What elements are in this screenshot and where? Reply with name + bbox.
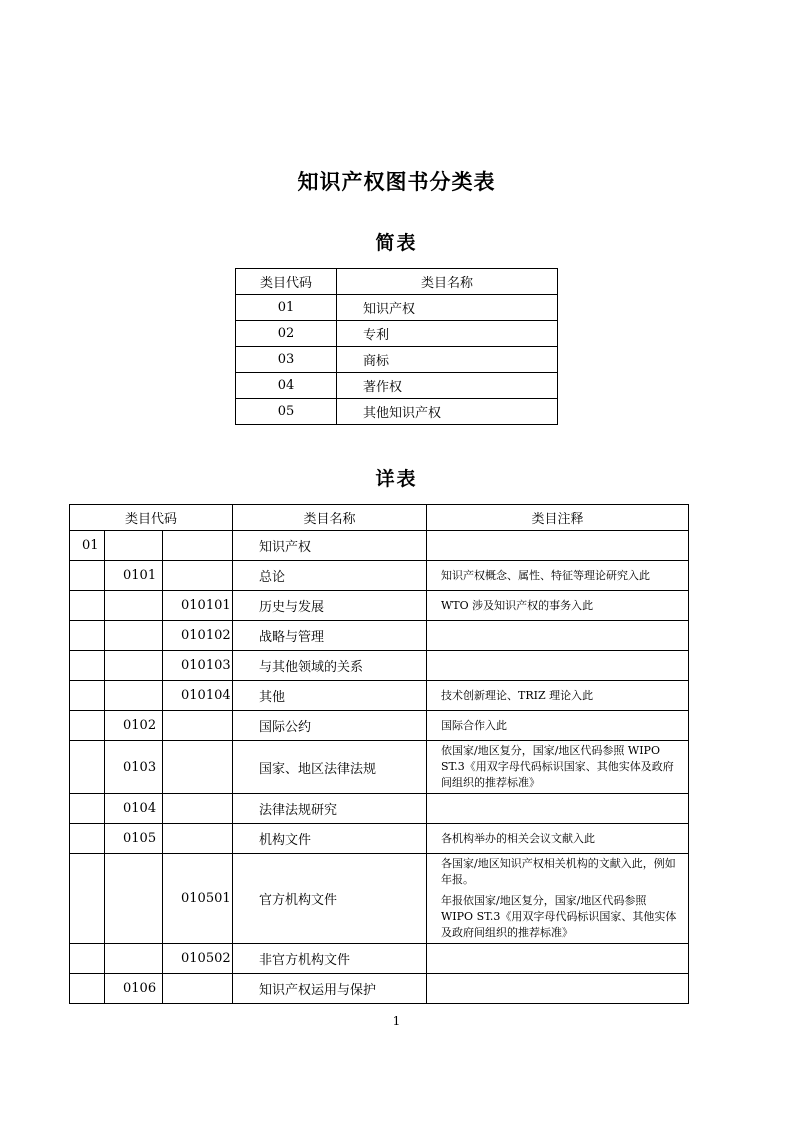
level2-code-cell: [105, 531, 163, 561]
category-name-cell: 官方机构文件: [233, 854, 427, 944]
category-name-cell: 其他: [233, 681, 427, 711]
level3-code-cell: [163, 974, 233, 1004]
detail-table-row: [70, 651, 689, 681]
level1-code-cell: [70, 621, 105, 651]
category-name-cell: 国际公约: [233, 711, 427, 741]
category-note-cell: [427, 651, 689, 681]
brief-header-code: 类目代码: [236, 269, 337, 295]
level1-code-cell: 01: [70, 531, 105, 561]
brief-name-cell: 其他知识产权: [337, 399, 558, 425]
category-name-cell: 国家、地区法律法规: [233, 741, 427, 794]
detail-header-note: 类目注释: [427, 505, 689, 531]
level3-code-cell: [163, 824, 233, 854]
detail-table-row: [70, 944, 689, 974]
level1-code-cell: [70, 794, 105, 824]
category-name-cell: 历史与发展: [233, 591, 427, 621]
category-name-cell: 与其他领域的关系: [233, 651, 427, 681]
detail-table-row: [70, 561, 689, 591]
category-name-cell: 法律法规研究: [233, 794, 427, 824]
note-paragraph: 各机构举办的相关会议文献入此: [441, 831, 595, 845]
level3-code-cell: [163, 561, 233, 591]
category-note-cell: [427, 681, 689, 711]
category-name-cell: 机构文件: [233, 824, 427, 854]
detail-table-heading: 详表: [375, 468, 418, 490]
level2-code-cell: 0103: [105, 741, 163, 794]
category-note-cell: [427, 824, 689, 854]
brief-code-cell: 03: [236, 347, 337, 373]
brief-name-cell: 商标: [337, 347, 558, 373]
detail-table-row: [70, 681, 689, 711]
detail-table-header-row: [70, 505, 689, 531]
level2-code-cell: [105, 854, 163, 944]
brief-table-heading: 简表: [375, 232, 418, 254]
detail-table: [69, 504, 689, 1004]
brief-table-row: [236, 321, 558, 347]
level2-code-cell: [105, 651, 163, 681]
category-note-cell: [427, 741, 689, 794]
level3-code-cell: 010102: [163, 621, 233, 651]
note-paragraph: 各国家/地区知识产权相关机构的文献入此，例如年报。: [441, 857, 676, 886]
brief-code-cell: 02: [236, 321, 337, 347]
level3-code-cell: [163, 794, 233, 824]
level1-code-cell: [70, 651, 105, 681]
category-name-cell: 战略与管理: [233, 621, 427, 651]
level2-code-cell: 0104: [105, 794, 163, 824]
level3-code-cell: 010502: [163, 944, 233, 974]
level3-code-cell: [163, 711, 233, 741]
brief-table-row: [236, 347, 558, 373]
level1-code-cell: [70, 681, 105, 711]
detail-table-row: [70, 621, 689, 651]
detail-table-row: [70, 794, 689, 824]
detail-table-row: [70, 711, 689, 741]
level1-code-cell: [70, 854, 105, 944]
level1-code-cell: [70, 741, 105, 794]
note-paragraph: 国际合作入此: [441, 718, 507, 732]
level3-code-cell: [163, 531, 233, 561]
brief-table-header-row: [236, 269, 558, 295]
category-note-cell: [427, 531, 689, 561]
detail-header-name: 类目名称: [233, 505, 427, 531]
level2-code-cell: [105, 621, 163, 651]
category-note-cell: [427, 944, 689, 974]
brief-code-cell: 01: [236, 295, 337, 321]
brief-name-cell: 知识产权: [337, 295, 558, 321]
brief-name-cell: 专利: [337, 321, 558, 347]
level2-code-cell: [105, 591, 163, 621]
category-note-cell: [427, 794, 689, 824]
brief-code-cell: 05: [236, 399, 337, 425]
level1-code-cell: [70, 591, 105, 621]
detail-table-row: [70, 854, 689, 944]
level2-code-cell: [105, 944, 163, 974]
level2-code-cell: [105, 681, 163, 711]
note-paragraph: 技术创新理论、TRIZ 理论入此: [441, 688, 594, 702]
category-note-cell: [427, 591, 689, 621]
level3-code-cell: 010501: [163, 854, 233, 944]
brief-table-row: [236, 295, 558, 321]
level3-code-cell: [163, 741, 233, 794]
detail-header-code: 类目代码: [70, 505, 233, 531]
detail-table-row: [70, 974, 689, 1004]
document-title: 知识产权图书分类表: [297, 170, 496, 194]
level1-code-cell: [70, 974, 105, 1004]
brief-name-cell: 著作权: [337, 373, 558, 399]
level2-code-cell: 0101: [105, 561, 163, 591]
level1-code-cell: [70, 824, 105, 854]
note-paragraph: 知识产权概念、属性、特征等理论研究入此: [441, 568, 650, 582]
category-name-cell: 知识产权运用与保护: [233, 974, 427, 1004]
category-note-cell: [427, 621, 689, 651]
category-note-cell: [427, 974, 689, 1004]
level2-code-cell: 0102: [105, 711, 163, 741]
note-paragraph: WTO 涉及知识产权的事务入此: [441, 598, 594, 612]
category-note-cell: [427, 711, 689, 741]
category-name-cell: 非官方机构文件: [233, 944, 427, 974]
brief-table-row: [236, 399, 558, 425]
brief-table: [235, 268, 558, 425]
level2-code-cell: 0105: [105, 824, 163, 854]
detail-table-row: [70, 741, 689, 794]
category-note-cell: [427, 561, 689, 591]
level3-code-cell: 010104: [163, 681, 233, 711]
level1-code-cell: [70, 561, 105, 591]
page-number: 1: [392, 1014, 401, 1028]
level2-code-cell: 0106: [105, 974, 163, 1004]
detail-table-row: [70, 531, 689, 561]
level3-code-cell: 010101: [163, 591, 233, 621]
note-paragraph: 依国家/地区复分，国家/地区代码参照 WIPO ST.3《用双字母代码标识国家、其他实体及政府间组织的推荐标准》: [441, 744, 674, 789]
category-name-cell: 知识产权: [233, 531, 427, 561]
level3-code-cell: 010103: [163, 651, 233, 681]
level1-code-cell: [70, 711, 105, 741]
level1-code-cell: [70, 944, 105, 974]
category-name-cell: 总论: [233, 561, 427, 591]
detail-table-row: [70, 824, 689, 854]
category-note-cell: [427, 854, 689, 944]
brief-code-cell: 04: [236, 373, 337, 399]
brief-header-name: 类目名称: [337, 269, 558, 295]
detail-table-row: [70, 591, 689, 621]
note-paragraph: 年报依国家/地区复分，国家/地区代码参照 WIPO ST.3《用双字母代码标识国家、其他实体及政府间组织的推荐标准》: [441, 894, 677, 939]
brief-table-row: [236, 373, 558, 399]
